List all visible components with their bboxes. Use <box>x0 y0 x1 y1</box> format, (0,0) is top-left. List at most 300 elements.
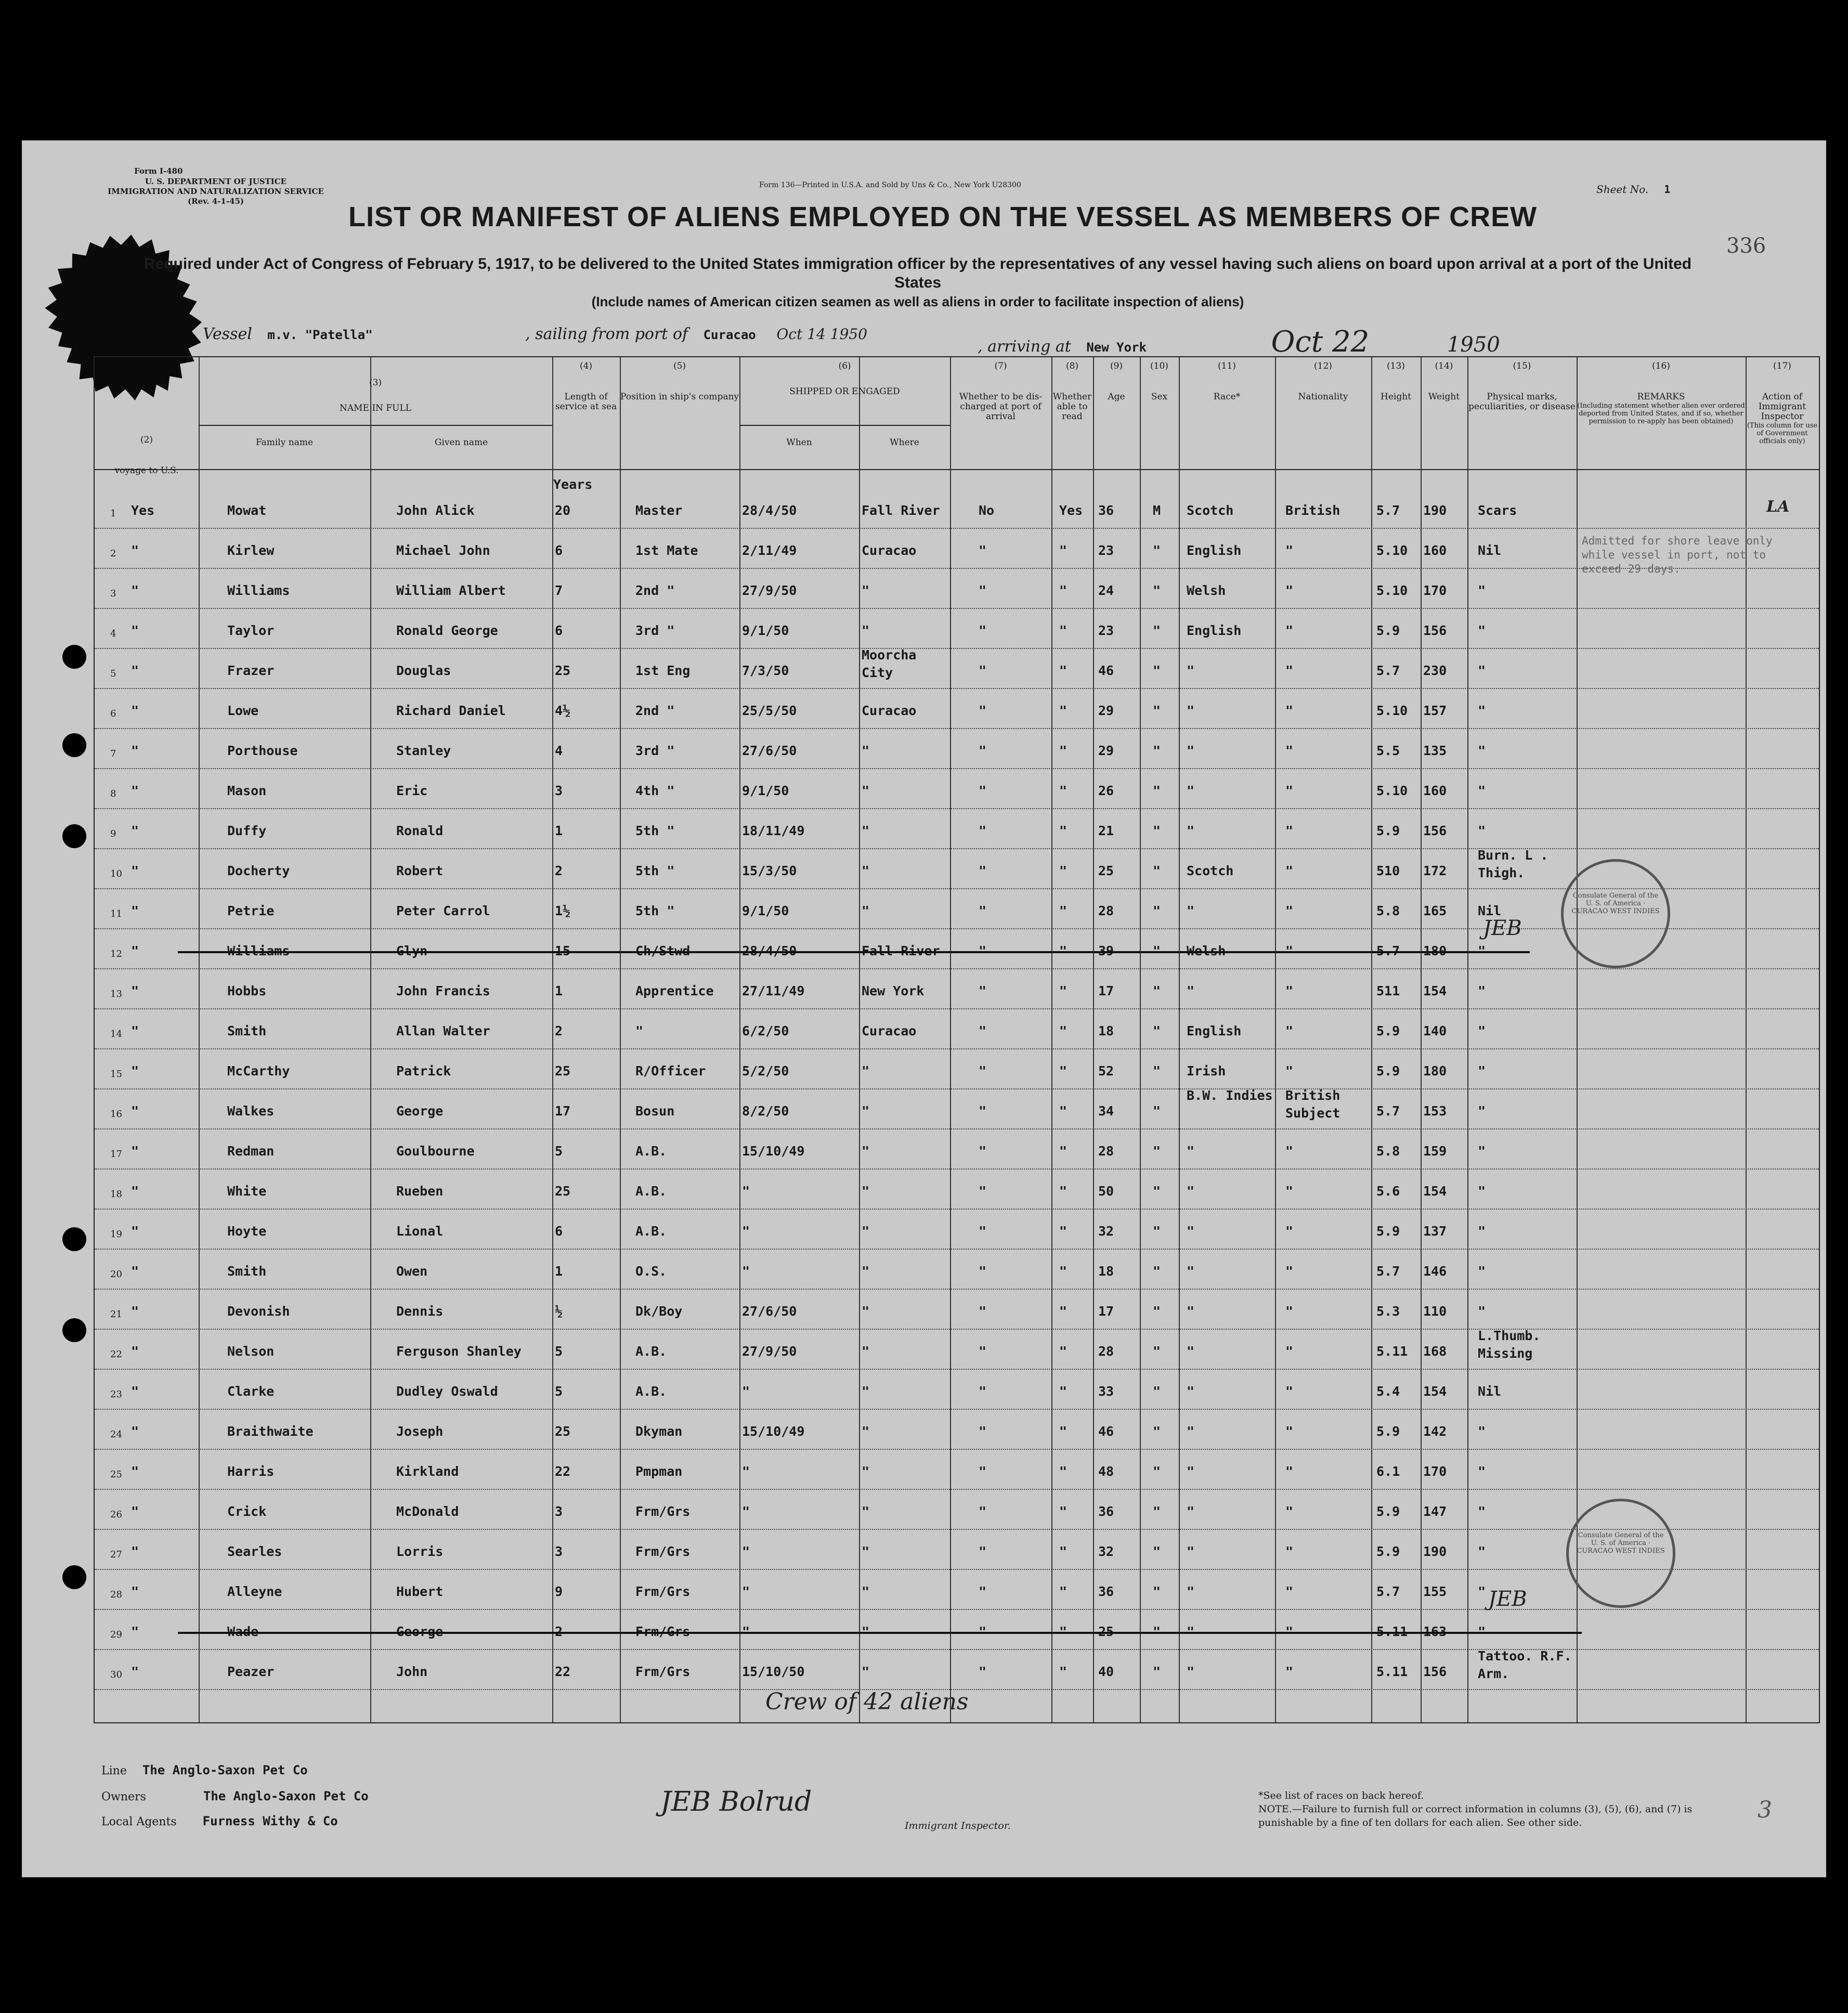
cell-voy: " <box>131 1023 139 1038</box>
cell-giv: Richard Daniel <box>396 703 506 718</box>
stamp-text: Consulate General of the U. S. of America · CURACAO WEST INDIES <box>1577 1531 1665 1555</box>
column-header <box>1421 361 1467 402</box>
cell-when: " <box>742 1544 750 1559</box>
column-label: Sex <box>1151 392 1168 402</box>
cell-race: Scotch <box>1187 503 1234 518</box>
row-number: 24 <box>110 1429 122 1440</box>
cell-pos: 3rd " <box>635 623 675 638</box>
cell-marks: Nil <box>1478 1384 1502 1399</box>
cell-svc: 4 <box>555 743 563 758</box>
cell-pos: Frm/Grs <box>635 1664 691 1679</box>
cell-when: " <box>742 1464 750 1479</box>
cell-svc: 3 <box>555 783 563 798</box>
cell-wt: 157 <box>1423 703 1447 718</box>
cell-pos: A.B. <box>635 1384 667 1399</box>
cell-giv: Lorris <box>396 1544 444 1559</box>
cell-sex: " <box>1153 1264 1161 1279</box>
cell-pos: 5th " <box>635 823 675 838</box>
column-label: When <box>786 437 812 448</box>
cell-when: 27/6/50 <box>742 1304 797 1319</box>
cell-race: " <box>1187 1384 1195 1399</box>
row-rule <box>95 1048 1819 1049</box>
cell-ht: 5.6 <box>1376 1184 1400 1199</box>
cell-giv: Patrick <box>396 1063 451 1079</box>
cell-marks: Burn. L . Thigh. <box>1478 848 1548 880</box>
column-header <box>739 438 859 448</box>
column-header <box>859 438 950 448</box>
cell-fam: Devonish <box>227 1304 290 1319</box>
cell-dis: " <box>979 823 987 838</box>
cell-nat: " <box>1285 583 1294 598</box>
cell-fam: Hoyte <box>227 1224 267 1239</box>
cell-svc: 5 <box>555 1144 563 1159</box>
column-divider <box>552 357 553 1722</box>
cell-wt: 180 <box>1423 1063 1447 1079</box>
cell-voy: " <box>131 703 139 718</box>
cell-voy: " <box>131 863 139 878</box>
cell-read: " <box>1059 1103 1068 1119</box>
row-rule <box>95 1569 1819 1570</box>
cell-marks: " <box>1478 1304 1486 1319</box>
cell-voy: " <box>131 663 139 678</box>
cell-ht: 5.11 <box>1376 1344 1408 1359</box>
cell-fam: Braithwaite <box>227 1424 314 1439</box>
column-label: Given name <box>434 437 488 448</box>
cell-ht: 5.9 <box>1376 823 1400 838</box>
cell-where: Curacao <box>862 703 917 718</box>
cell-svc: 1 <box>555 823 563 838</box>
row-rule <box>95 808 1819 809</box>
column-header <box>950 361 1051 422</box>
column-label: Where <box>890 437 919 448</box>
cell-when: 2/11/49 <box>742 543 797 558</box>
cell-ht: 5.9 <box>1376 1023 1400 1038</box>
column-number: (2) <box>140 435 153 445</box>
cell-race: " <box>1187 1344 1195 1359</box>
cell-read: " <box>1059 1504 1068 1519</box>
cell-wt: 153 <box>1423 1103 1447 1119</box>
cell-sex: " <box>1153 783 1161 798</box>
column-number: (7) <box>994 361 1007 371</box>
cell-marks: " <box>1478 1103 1486 1119</box>
row-number: 3 <box>110 588 116 599</box>
cell-dis: " <box>979 983 987 998</box>
cell-svc: 6 <box>555 623 563 638</box>
cell-when: 9/1/50 <box>742 903 789 918</box>
column-number: (5) <box>673 361 686 371</box>
cell-when: " <box>742 1264 750 1279</box>
cell-nat: " <box>1285 783 1294 798</box>
column-divider <box>199 357 200 1722</box>
cell-nat: " <box>1285 1144 1294 1159</box>
cell-pos: Dkyman <box>635 1424 683 1439</box>
cell-svc: 2 <box>555 1023 563 1038</box>
cell-where: " <box>862 1304 870 1319</box>
column-number: (11) <box>1218 361 1236 371</box>
cell-ht: 511 <box>1376 983 1400 998</box>
cell-sex: " <box>1153 1184 1161 1199</box>
cell-age: 29 <box>1098 743 1114 758</box>
cell-giv: Lional <box>396 1224 444 1239</box>
cell-fam: Frazer <box>227 663 275 678</box>
cell-wt: 140 <box>1423 1023 1447 1038</box>
row-number: 16 <box>110 1109 122 1120</box>
cell-read: Yes <box>1059 503 1083 518</box>
column-number: (12) <box>1314 361 1332 371</box>
cell-marks: " <box>1478 1584 1486 1599</box>
column-header <box>1179 361 1275 402</box>
row-rule <box>95 1289 1819 1290</box>
cell-nat: " <box>1285 823 1294 838</box>
cell-giv: Rueben <box>396 1184 444 1199</box>
cell-sex: " <box>1153 903 1161 918</box>
footer-notes <box>1258 1789 1726 1829</box>
cell-age: 24 <box>1098 583 1114 598</box>
cell-svc: 22 <box>555 1664 571 1679</box>
cell-ht: 5.8 <box>1376 903 1400 918</box>
cell-nat: " <box>1285 1424 1294 1439</box>
row-number: 14 <box>110 1029 122 1040</box>
cell-read: " <box>1059 1544 1068 1559</box>
cell-pos: Frm/Grs <box>635 1624 691 1639</box>
vessel-line <box>203 325 373 343</box>
cell-when: " <box>742 1384 750 1399</box>
cell-wt: 230 <box>1423 663 1447 678</box>
stamp-initials: JEB <box>1488 1587 1527 1611</box>
cell-pos: Apprentice <box>635 983 714 998</box>
cell-read: " <box>1059 1184 1068 1199</box>
cell-where: " <box>862 1504 870 1519</box>
cell-dis: " <box>979 623 987 638</box>
cell-svc: 25 <box>555 663 571 678</box>
cell-pos: 1st Eng <box>635 663 691 678</box>
cell-race: " <box>1187 1144 1195 1159</box>
cell-pos: O.S. <box>635 1264 667 1279</box>
cell-read: " <box>1059 1424 1068 1439</box>
cell-race: " <box>1187 903 1195 918</box>
cell-marks: " <box>1478 823 1486 838</box>
cell-race: Welsh <box>1187 583 1226 598</box>
column-divider <box>620 357 621 1722</box>
row-rule <box>95 768 1819 769</box>
column-number: (17) <box>1773 361 1791 371</box>
cell-dis: " <box>979 1384 987 1399</box>
row-rule <box>95 928 1819 929</box>
row-number: 12 <box>110 949 122 959</box>
name-subheader-divider <box>199 425 552 426</box>
stamp-text: Consulate General of the U. S. of America · CURACAO WEST INDIES <box>1571 892 1660 915</box>
cell-age: 18 <box>1098 1023 1114 1038</box>
cell-where: " <box>862 1063 870 1079</box>
column-divider <box>1467 357 1468 1722</box>
row-rule <box>95 1369 1819 1370</box>
cell-when: 5/2/50 <box>742 1063 789 1079</box>
cell-voy: " <box>131 1384 139 1399</box>
cell-marks: Nil <box>1478 903 1502 918</box>
form-number: Form I-480 <box>134 166 183 176</box>
cell-ht: 5.5 <box>1376 743 1400 758</box>
cell-ht: 6.1 <box>1376 1464 1400 1479</box>
cell-read: " <box>1059 1464 1068 1479</box>
cell-dis: " <box>979 1063 987 1079</box>
cell-marks: " <box>1478 663 1486 678</box>
cell-ht: 5.7 <box>1376 1264 1400 1279</box>
cell-nat: " <box>1285 1184 1294 1199</box>
cell-when: 15/10/49 <box>742 1144 805 1159</box>
document-title: LIST OR MANIFEST OF ALIENS EMPLOYED ON THE VESSEL AS MEMBERS OF CREW <box>348 201 1538 232</box>
cell-where: " <box>862 1424 870 1439</box>
cell-ht: 5.9 <box>1376 1063 1400 1079</box>
department-block <box>107 177 325 206</box>
cell-race: English <box>1187 1023 1242 1038</box>
cell-wt: 190 <box>1423 503 1447 518</box>
cell-wt: 155 <box>1423 1584 1447 1599</box>
cell-dis: " <box>979 903 987 918</box>
owners-label: Owners <box>101 1790 146 1803</box>
cell-giv: Allan Walter <box>396 1023 490 1038</box>
cell-nat: " <box>1285 1504 1294 1519</box>
cell-nat: " <box>1285 1063 1294 1079</box>
cell-where: " <box>862 1144 870 1159</box>
fine-note: NOTE.—Failure to furnish full or correct information in columns (3), (5), (6), and (7) is punishable by a fine of ten dollars for each alien. See other side. <box>1258 1803 1693 1828</box>
cell-race: " <box>1187 1664 1195 1679</box>
column-label: Action of Immigrant Inspector <box>1758 392 1806 422</box>
cell-giv: Joseph <box>396 1424 444 1439</box>
cell-pos: Frm/Grs <box>635 1504 691 1519</box>
sailing-line <box>525 325 867 343</box>
cell-voy: " <box>131 1664 139 1679</box>
cell-ht: 5.9 <box>1376 623 1400 638</box>
cell-giv: McDonald <box>396 1504 459 1519</box>
cell-where: " <box>862 1224 870 1239</box>
column-divider <box>1275 357 1276 1722</box>
cell-ht: 5.8 <box>1376 1144 1400 1159</box>
cell-giv: William Albert <box>396 583 506 598</box>
row-number: 5 <box>110 668 116 679</box>
cell-age: 39 <box>1098 943 1114 958</box>
cell-sex: " <box>1153 1344 1161 1359</box>
cell-giv: Ronald George <box>396 623 498 638</box>
cell-age: 25 <box>1098 863 1114 878</box>
row-number: 21 <box>110 1309 122 1320</box>
cell-sex: " <box>1153 663 1161 678</box>
cell-read: " <box>1059 943 1068 958</box>
cell-dis: " <box>979 1584 987 1599</box>
column-divider <box>1093 357 1094 1722</box>
cell-read: " <box>1059 623 1068 638</box>
cell-fam: Crick <box>227 1504 267 1519</box>
cell-voy: " <box>131 1624 139 1639</box>
cell-age: 21 <box>1098 823 1114 838</box>
row-rule <box>95 1088 1819 1089</box>
column-label: voyage to U.S. <box>114 465 179 476</box>
cell-svc: 25 <box>555 1063 571 1079</box>
cell-fam: Alleyne <box>227 1584 282 1599</box>
cell-when: 7/3/50 <box>742 663 789 678</box>
column-number: (16) <box>1652 361 1670 371</box>
cell-nat: " <box>1285 1264 1294 1279</box>
cell-wt: 159 <box>1423 1144 1447 1159</box>
cell-fam: Wade <box>227 1624 259 1639</box>
cell-voy: " <box>131 623 139 638</box>
cell-voy: " <box>131 983 139 998</box>
cell-read: " <box>1059 1304 1068 1319</box>
cell-dis: " <box>979 1023 987 1038</box>
action-instructions: (This column for use of Government officials only) <box>1747 422 1818 445</box>
cell-fam: Smith <box>227 1264 267 1279</box>
cell-read: " <box>1059 1023 1068 1038</box>
row-rule <box>95 1609 1819 1610</box>
cell-where: " <box>862 1384 870 1399</box>
sheet-number <box>1596 183 1670 196</box>
column-number: (4) <box>579 361 593 371</box>
cell-voy: " <box>131 1184 139 1199</box>
cell-nat: " <box>1285 623 1294 638</box>
cell-svc: 6 <box>555 1224 563 1239</box>
column-divider <box>1179 357 1180 1722</box>
remarks-instructions: (Including statement whether alien ever ordered deported from United States, and if so, whether permission to re-apply has been obtained) <box>1577 402 1745 425</box>
cell-wt: 110 <box>1423 1304 1447 1319</box>
cell-svc: 15 <box>555 943 571 958</box>
cell-pos: 1st Mate <box>635 543 698 558</box>
cell-marks: " <box>1478 1023 1486 1038</box>
cell-voy: " <box>131 583 139 598</box>
column-divider <box>1051 357 1052 1722</box>
column-label: Whether able to read <box>1052 392 1092 422</box>
cell-ht: 5.11 <box>1376 1624 1408 1639</box>
shipped-subheader-divider <box>739 425 950 426</box>
column-header <box>1051 361 1093 422</box>
column-number: (10) <box>1150 361 1168 371</box>
cell-voy: " <box>131 783 139 798</box>
cell-dis: " <box>979 1344 987 1359</box>
cell-where: " <box>862 1344 870 1359</box>
cell-marks: " <box>1478 623 1486 638</box>
cell-where: Fall River <box>862 943 940 958</box>
punch-hole <box>62 1227 86 1251</box>
cell-sex: " <box>1153 1464 1161 1479</box>
column-header <box>1140 361 1179 402</box>
cell-pos: Ch/Stwd <box>635 943 691 958</box>
cell-voy: Yes <box>131 503 155 518</box>
row-number: 18 <box>110 1189 122 1200</box>
cell-pos: " <box>635 1023 644 1038</box>
cell-svc: 4½ <box>555 703 571 718</box>
cell-age: 48 <box>1098 1464 1114 1479</box>
department-line: (Rev. 4-1-45) <box>187 197 244 206</box>
cell-giv: Kirkland <box>396 1464 459 1479</box>
cell-sex: " <box>1153 743 1161 758</box>
shore-leave-remark: Admitted for shore leave only while vessel in port, not to exceed 29 days. <box>1582 535 1773 575</box>
cell-wt: 156 <box>1423 623 1447 638</box>
cell-pos: 5th " <box>635 863 675 878</box>
cell-when: 15/3/50 <box>742 863 797 878</box>
cell-voy: " <box>131 943 139 958</box>
cell-fam: Peazer <box>227 1664 275 1679</box>
cell-nat: " <box>1285 1664 1294 1679</box>
cell-wt: 163 <box>1423 1624 1447 1639</box>
cell-dis: " <box>979 1184 987 1199</box>
arriving-label: , arriving at <box>978 337 1071 356</box>
cell-dis: " <box>979 1304 987 1319</box>
cell-voy: " <box>131 1264 139 1279</box>
cell-dis: " <box>979 1624 987 1639</box>
cell-wt: 170 <box>1423 583 1447 598</box>
cell-nat: " <box>1285 863 1294 878</box>
agents-value: Furness Withy & Co <box>202 1814 338 1828</box>
cell-dis: " <box>979 1664 987 1679</box>
vessel-name: m.v. "Patella" <box>267 328 373 342</box>
cell-nat: " <box>1285 1023 1294 1038</box>
cell-ht: 5.9 <box>1376 1544 1400 1559</box>
cell-fam: Williams <box>227 943 290 958</box>
sheet-value: 1 <box>1664 183 1671 196</box>
cell-sex: " <box>1153 1023 1161 1038</box>
struck-row-line <box>178 951 1530 953</box>
cell-wt: 154 <box>1423 1384 1447 1399</box>
cell-fam: Clarke <box>227 1384 275 1399</box>
cell-dis: " <box>979 583 987 598</box>
cell-sex: " <box>1153 543 1161 558</box>
cell-svc: 5 <box>555 1384 563 1399</box>
cell-sex: " <box>1153 623 1161 638</box>
cell-read: " <box>1059 863 1068 878</box>
cell-voy: " <box>131 1103 139 1119</box>
cell-wt: 160 <box>1423 783 1447 798</box>
cell-svc: 1½ <box>555 903 571 918</box>
cell-fam: Searles <box>227 1544 282 1559</box>
line-label: Line <box>101 1764 127 1777</box>
column-label: Race* <box>1213 392 1241 402</box>
row-number: 2 <box>110 548 116 559</box>
cell-nat: " <box>1285 743 1294 758</box>
cell-pos: R/Officer <box>635 1063 706 1079</box>
column-label: SHIPPED OR ENGAGED <box>789 386 900 397</box>
cell-sex: " <box>1153 703 1161 718</box>
cell-sex: " <box>1153 863 1161 878</box>
printer-line: Form 136—Printed in U.S.A. and Sold by Uns & Co., New York U28300 <box>759 181 1021 189</box>
cell-dis: " <box>979 1264 987 1279</box>
row-rule <box>95 968 1819 969</box>
row-number: 7 <box>110 748 116 759</box>
cell-pos: A.B. <box>635 1224 667 1239</box>
cell-marks: " <box>1478 1184 1486 1199</box>
cell-read: " <box>1059 543 1068 558</box>
row-number: 17 <box>110 1149 122 1160</box>
row-rule <box>95 1409 1819 1410</box>
cell-dis: " <box>979 1544 987 1559</box>
inspector-label: Immigrant Inspector. <box>905 1820 1011 1832</box>
cell-svc: 2 <box>555 1624 563 1639</box>
column-label: Physical marks, peculiarities, or disease <box>1468 392 1576 412</box>
cell-giv: Dudley Oswald <box>396 1384 498 1399</box>
cell-dis: " <box>979 663 987 678</box>
cell-giv: Peter Carrol <box>396 903 490 918</box>
cell-fam: Docherty <box>227 863 290 878</box>
cell-ht: 5.10 <box>1376 583 1408 598</box>
cell-when: 9/1/50 <box>742 623 789 638</box>
row-number: 1 <box>110 508 116 519</box>
column-divider <box>859 357 860 1722</box>
cell-age: 40 <box>1098 1664 1114 1679</box>
cell-where: " <box>862 1264 870 1279</box>
cell-race: " <box>1187 1424 1195 1439</box>
column-header <box>1746 361 1819 445</box>
crew-count-note: Crew of 42 aliens <box>765 1689 969 1715</box>
row-number: 8 <box>110 788 116 799</box>
department-line: IMMIGRATION AND NATURALIZATION SERVICE <box>108 187 324 196</box>
cell-race: " <box>1187 703 1195 718</box>
